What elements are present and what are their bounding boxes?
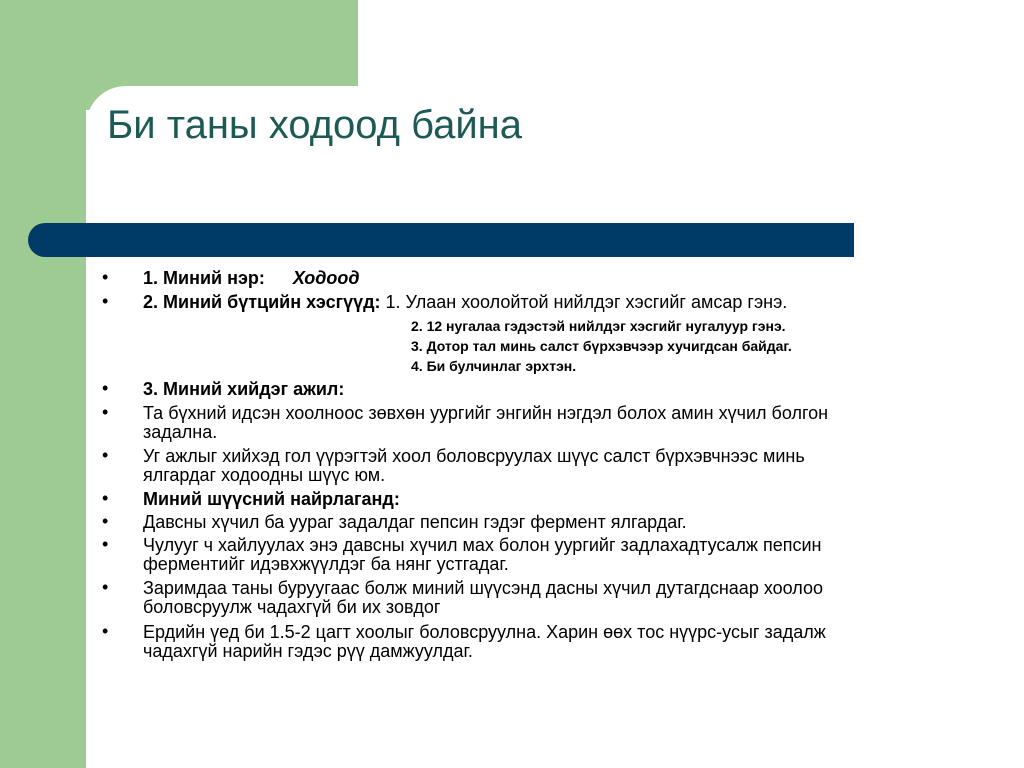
sub-item: 2. 12 нугалаа гэдэстэй нийлдэг хэсгийг нугалуур гэнэ. <box>411 318 786 334</box>
list-item: 3. Миний хийдэг ажил: <box>143 379 345 399</box>
list-item: 2. Миний бүтцийн хэсгүүд: 1. Улаан хоолойтой нийлдэг хэсгийг амсар гэнэ. <box>143 292 788 312</box>
list-item: Уг ажлыг хийхэд гол үүрэгтэй хоол боловсруулах шүүс салст бүрхэвчнээс минь <box>143 446 805 466</box>
list-item-continuation: боловсруулж чадахгүй би их зовдог <box>143 597 441 617</box>
bullet-icon: • <box>102 445 109 465</box>
list-item-continuation: чадахгүй нарийн гэдэс рүү дамжуулдаг. <box>143 641 473 661</box>
list-item: Ердийн үед би 1.5-2 цагт хоолыг боловсруулна. Харин өөх тос нүүрс-усыг задалж <box>143 622 826 642</box>
list-item: 1. Миний нэр: Ходоод <box>143 268 360 288</box>
bullet-icon: • <box>102 291 109 311</box>
sub-item: 4. Би булчинлаг эрхтэн. <box>411 358 577 374</box>
bullet-icon: • <box>102 267 109 287</box>
bullet-icon: • <box>102 577 109 597</box>
bullet-icon: • <box>102 621 109 641</box>
list-item: Миний шүүсний найрлаганд: <box>143 489 400 509</box>
list-item: Та бүхний идсэн хоолноос зөвхөн уургийг энгийн нэгдэл болох амин хүчил болгон <box>143 403 829 423</box>
bullet-icon: • <box>102 534 109 554</box>
slide-title: Би таны ходоод байна <box>107 103 523 147</box>
list-item: Чулууг ч хайлуулах энэ давсны хүчил мах болон уургийг задлахадтусалж пепсин <box>143 535 822 555</box>
list-item-continuation: ялгардаг ходоодны шүүс юм. <box>143 465 386 485</box>
sub-item: 3. Дотор тал минь салст бүрхэвчээр хучигдсан байдаг. <box>411 338 792 354</box>
list-item-continuation: ферментийг идэвхжүүлдэг ба нянг устгадаг. <box>143 554 509 574</box>
bullet-icon: • <box>102 511 109 531</box>
list-item-continuation: задална. <box>143 422 218 442</box>
bullet-icon: • <box>102 402 109 422</box>
list-item: Давсны хүчил ба уураг задалдаг пепсин гэдэг фермент ялгардаг. <box>143 512 687 532</box>
list-item: Заримдаа таны буруугаас болж миний шүүсэнд дасны хүчил дутагдснаар хоолоо <box>143 578 823 598</box>
bullet-icon: • <box>102 488 109 508</box>
bullet-icon: • <box>102 378 109 398</box>
